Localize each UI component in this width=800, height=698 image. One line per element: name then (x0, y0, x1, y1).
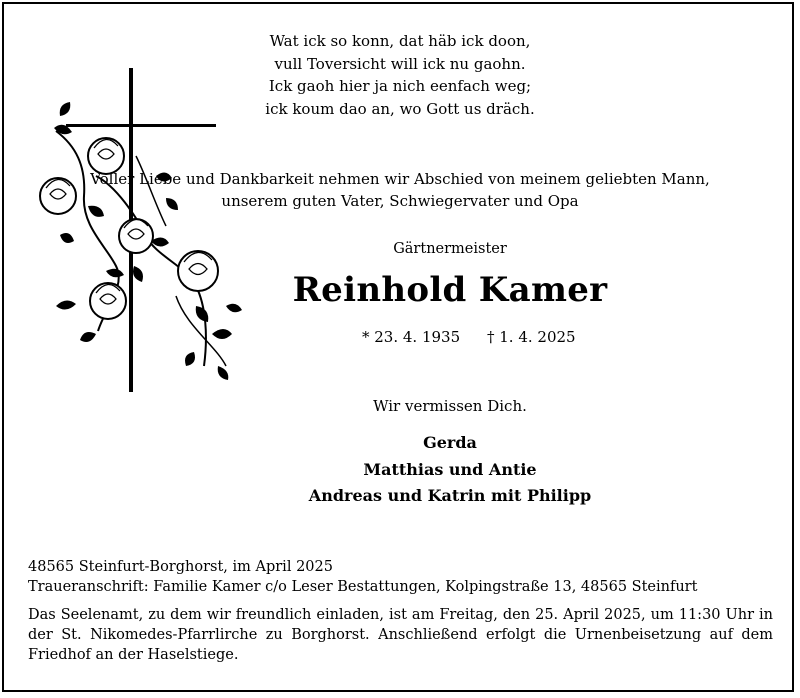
poem-line: vull Toversicht will ick nu gaohn. (274, 54, 526, 73)
intro-line: unserem guten Vater, Schwiegervater und Opa (221, 192, 579, 210)
family-name: Gerda (423, 433, 477, 452)
death-date: † 1. 4. 2025 (487, 328, 576, 346)
deceased-title: Gärtnermeister (393, 241, 507, 257)
birth-date: * 23. 4. 1935 (362, 328, 461, 346)
footer-info (28, 557, 773, 597)
poem-line: ick koum dao an, wo Gott us dräch. (265, 99, 535, 118)
intro-line: Voller Liebe und Dankbarkeit nehmen wir Abschied von meinem geliebten Mann, (90, 170, 710, 188)
family-names (50, 430, 800, 510)
family-name: Andreas und Katrin mit Philipp (308, 486, 592, 505)
service-text: Das Seelenamt, zu dem wir freundlich einladen, ist am Freitag, den 25. April 2025, um 11:30 Uhr in der St. Nikomedes-Pfarrlirche zu Borghorst. Anschließend erfolgt die Urnenbeisetzung auf dem Friedhof an der Haselstiege. (28, 607, 773, 663)
place-date: 48565 Steinfurt-Borghorst, im April 2025 (28, 559, 333, 575)
poem-line: Wat ick so konn, dat häb ick doon, (269, 32, 531, 50)
missing-text: Wir vermissen Dich. (373, 397, 527, 415)
deceased-name: Reinhold Kamer (292, 270, 608, 310)
intro-text (30, 168, 770, 212)
poem (0, 30, 800, 120)
family-name: Matthias und Antie (363, 459, 537, 479)
poem-line: Ick gaoh hier ja nich eenfach weg; (268, 77, 532, 95)
mourning-address: Traueranschrift: Familie Kamer c/o Leser Bestattungen, Kolpingstraße 13, 48565 Steinfurt (28, 579, 698, 595)
